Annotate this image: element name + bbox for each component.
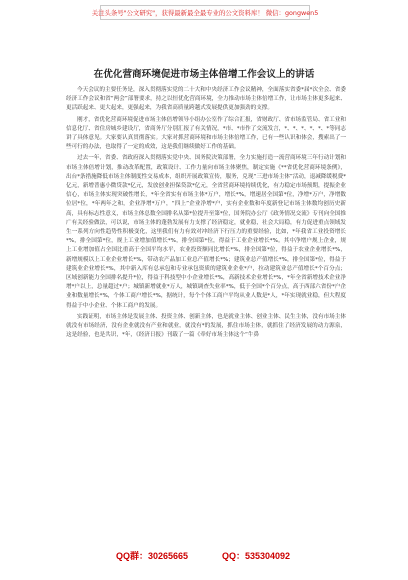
paragraph: 刚才，省优化营商环境促进市场主体倍增领导小组办公室作了综合汇报，省财政厅、省市场监管局、省工业和信息化厅、省住房城乡建设厅，省商务厅分别汇报了有关情况，*市、*市作了交流发言，*、*、*、*、*、*等同志讲了具体意见。大家要认真贯彻落实。大家对抓营商环境和市场主体倍增工作，已有一些认识和体会，搜索出了一些可行的办法，也取得了一定的成效，这是我们继续做好工作的基础。	[66, 116, 346, 151]
contact-footer	[0, 549, 408, 563]
promo-banner-text: 关注头条号"公文研究"，获得最新最全最专业的公文资料库！ 微信：gongwen5	[91, 9, 319, 17]
promo-banner	[91, 5, 319, 20]
qq-contact-number: QQ：535304092	[222, 551, 291, 561]
paragraph: 过去一年，省委、省政府深入贯彻落实党中央、国务院决策部署，全力实施打造一流营商环境三年行动计划和市场主体倍增计划，推动改革配置，政策设计、工作力量向市场主体聚焦，制定实施《**省优化营商环境条例》，出台*条措施降低市场主体制度性交易成本，组织开展政策宣传，服务，兑现“三进市场主体”活动，退减降缓税费*亿元，新增普惠小微贷款*亿元，发放创业担保贷款*亿元，全省营商环境持续优化，有力稳定市场预期，提振企业信心，市场主体实现突破性增长，*年全省实有市场主体*万户，增长*%，增速居全国第*位，净增*万户，净增数位居*位，*年两年之和，企业净增*万户，“四上”企业净增*户，实有企业数和年度新登记市场主体数均创历史新高，具有标志性意义，市场主体总数全国排名从第*位提升至第*位，国务院办公厅《政务情况交流》专刊向全国推广有关经验做法，可以说，市场主体的蓬勃发展有力支撑了经济稳定，就业稳，社会大局稳，有力促进重点领域发生一系列方向性趋势性积极变化，这里我们有力有效对冲经济下行压力的重要经验，比如，*年我省工业投资增长*%，排全国第*位，规上工业增加值增长*%，排全国第*位，得益于工业企业增长*%。其中净增户规上企业，规上工业增加值占全国比重高于全国平均水平，农业投资额同比增长*%，排全国第*位，得益于农业企业增长*%，新增规模以上工业企业增长*%，带动农产品加工业总产值增长*%；建筑业总产值增长*%，排全国第*位，得益于建筑业企业增长*%，其中新入库有总承包和专业承包资质的建筑业企业*户，拉动建筑业总产值增长*个百分点；区域创新能力全国排名提升*位，得益于科技型中小企业增长*%，高新技术企业增长*%，*年全省新增技术企业净增*户以上，总量超过*户；城镇新增就业*万人，城镇调查失业率*%，低于全国*个百分点，高于西部六省份*户企业和数量增长*%，个体工商户增长*%，据统计，每个个体工商户平均从业人数是*人，*年实现就业稳，但大程度得益于中小企业、个体工商户的发展。	[66, 155, 346, 309]
paragraph: 实践证明，市场主体是发展主体、投资主体、创新主体，也是就业主体、创业主体、民生主体，没有市场主体就没有市场经济，没有企业就没有产业和就业，就没有*的发展，抓住市场主体，就抓住了经济发展的动力源泉，这是经验，也是共识，*年，《经济日报》刊载了一篇《牵好市场主体这个“牛鼻	[66, 313, 346, 339]
document-title: 在优化营商环境促进市场主体倍增工作会议上的讲话	[93, 69, 315, 80]
paragraph: 今天会议的主要任务是，深入贯彻落实党的二十大和中央经济工作会议精神，全面落实省委*届*次全会、省委经济工作会议和省“两会”部署要求，持之以恒优化营商环境，全力推动市场主体倍增工作，让市场主体更多起来、更活跃起来、更大起来，更强起来，为我省高质量跨越式发展提供更加强劲的支撑。	[66, 87, 346, 112]
qq-group-number: QQ群：30265665	[116, 551, 189, 561]
document-body	[66, 86, 346, 546]
